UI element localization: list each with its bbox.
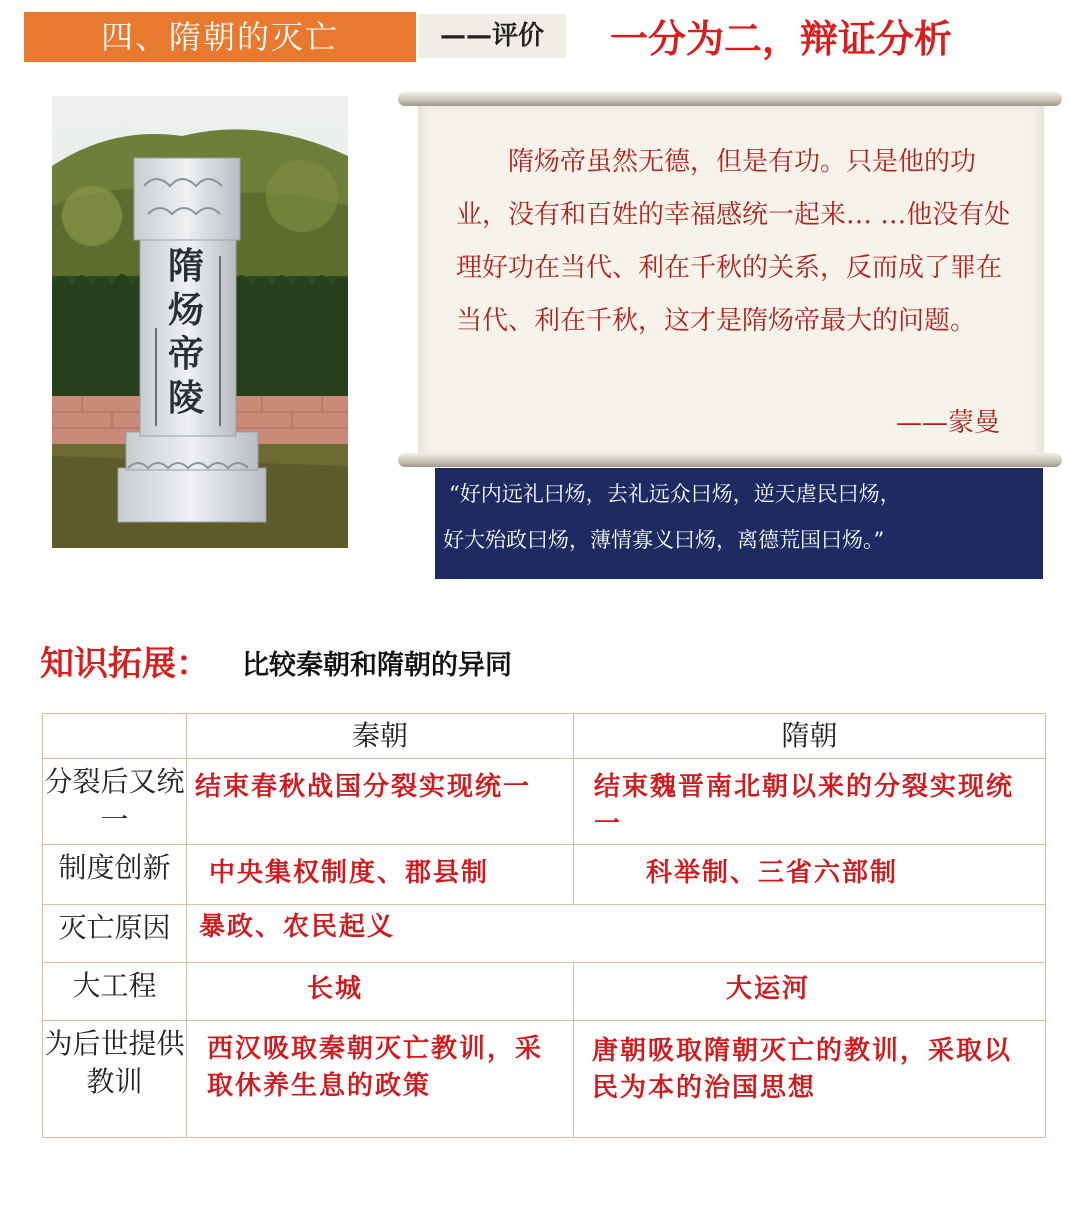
evaluation-label: ——评价 <box>418 14 566 58</box>
stele-char-3: 帝 <box>167 333 205 375</box>
row-label-great-project: 大工程 <box>43 963 187 1021</box>
section-title: 四、隋朝的灭亡 <box>24 12 416 62</box>
cell-sui-reunification: 结束魏晋南北朝以来的分裂实现统一 <box>574 759 1046 845</box>
comparison-table <box>42 713 1046 1138</box>
table-row <box>43 1021 1046 1138</box>
cell-sui-lesson: 唐朝吸取隋朝灭亡的教训，采取以民为本的治国思想 <box>574 1021 1046 1138</box>
table-header-row <box>43 714 1046 759</box>
knowledge-label: 知识拓展： <box>40 644 210 684</box>
cell-qin-great-project: 长城 <box>187 963 574 1021</box>
cell-qin-reunification: 结束春秋战国分裂实现统一 <box>187 759 574 845</box>
stele-char-4: 陵 <box>167 377 205 419</box>
cell-qin-lesson: 西汉吸取秦朝灭亡教训，采取休养生息的政策 <box>187 1021 574 1138</box>
table-row <box>43 963 1046 1021</box>
stele-char-1: 隋 <box>167 245 205 287</box>
posthumous-quote-box <box>435 468 1043 579</box>
table-row <box>43 845 1046 905</box>
row-label-lesson: 为后世提供教训 <box>43 1021 187 1138</box>
cell-sui-institution: 科举制、三省六部制 <box>574 845 1046 905</box>
row-label-fall-cause: 灭亡原因 <box>43 905 187 963</box>
table-row <box>43 905 1046 963</box>
posthumous-quote-line-2: 好大殆政曰炀，薄情寡义曰炀，离德荒国曰炀。” <box>443 528 885 552</box>
cell-qin-institution: 中央集权制度、郡县制 <box>187 845 574 905</box>
cell-sui-great-project: 大运河 <box>574 963 1046 1021</box>
scroll-author: ——蒙曼 <box>895 408 1000 438</box>
col-header-qin: 秦朝 <box>187 714 574 759</box>
table-corner-cell <box>43 714 187 759</box>
stele-char-2: 炀 <box>167 289 205 331</box>
row-label-reunification: 分裂后又统一 <box>43 759 187 845</box>
headline: 一分为二，辩证分析 <box>610 17 953 61</box>
col-header-sui: 隋朝 <box>574 714 1046 759</box>
scroll-rod-top <box>398 92 1062 106</box>
row-label-institution: 制度创新 <box>43 845 187 905</box>
scroll-rod-bottom <box>398 453 1062 467</box>
cell-fall-cause: 暴政、农民起义 <box>187 905 1046 963</box>
tomb-stele-photo <box>52 96 348 548</box>
knowledge-subtitle: 比较秦朝和隋朝的异同 <box>242 650 512 681</box>
table-row <box>43 759 1046 845</box>
scroll-quote: 隋炀帝虽然无德，但是有功。只是他的功业，没有和百姓的幸福感统一起来… …他没有处理好功在当代、利在千秋的关系，反而成了罪在当代、利在千秋，这才是隋炀帝最大的问题。 <box>456 147 1011 336</box>
posthumous-quote-line-1: “好内远礼曰炀，去礼远众曰炀，逆天虐民曰炀， <box>449 482 901 506</box>
